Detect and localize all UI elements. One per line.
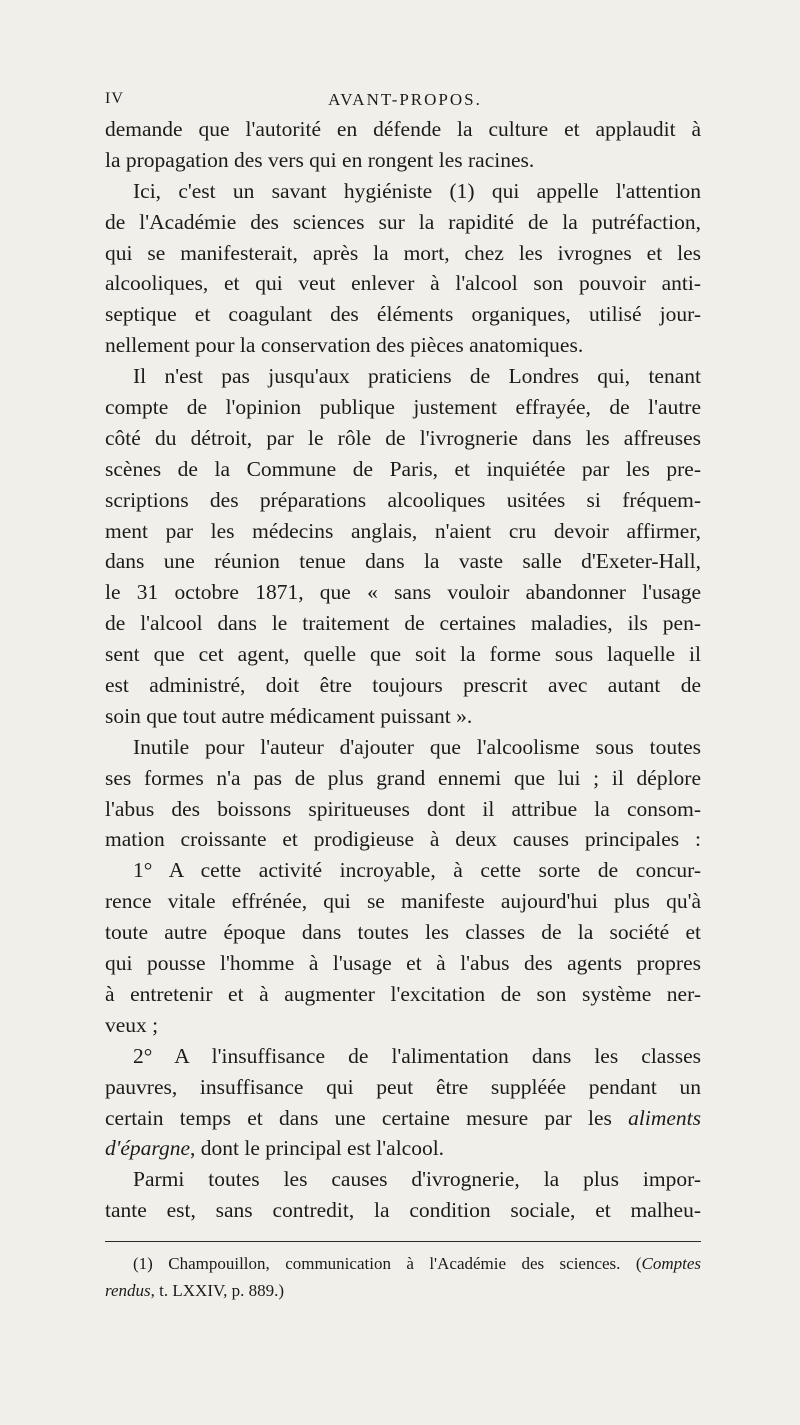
line-text: rence vitale effrénée, qui se manifeste aujourd'hui plus qu'à [105,889,701,914]
italic-text: d'épargne [105,1136,191,1161]
line-text: ment par les médecins anglais, n'aient cru devoir affirmer, [105,518,701,543]
line-text: est administré, doit être toujours prescrit avec autant de [105,673,701,698]
line-text: sent que cet agent, quelle que soit la forme sous laquelle il [105,642,701,667]
text-line [105,794,701,825]
line-text: l'abus des boissons spiritueuses dont il attribue la consom- [105,796,701,821]
text-line [105,608,701,639]
line-text: de l'Académie des sciences sur la rapidité de la putréfaction, [105,209,701,234]
line-text: compte de l'opinion publique justement effrayée, de l'autre [105,395,701,420]
text-line [105,577,701,608]
text-line [105,361,701,392]
text-line [105,886,701,917]
text-line [105,268,701,299]
line-text: nellement pour la conservation des pièces anatomiques. [105,333,584,358]
line-text: veux ; [105,1012,159,1037]
text-line [105,176,701,207]
body-text [105,114,701,1226]
line-text: 1° A cette activité incroyable, à cette sorte de concur- [133,858,701,883]
line-text: ses formes n'a pas de plus grand ennemi que lui ; il déplore [105,765,701,790]
footnote-line [105,1277,701,1304]
line-text: 2° A l'insuffisance de l'alimentation dans les classes [133,1043,701,1068]
line-text: à entretenir et à augmenter l'excitation de son système ner- [105,981,701,1006]
text-line [105,546,701,577]
line-text: Inutile pour l'auteur d'ajouter que l'alcoolisme sous toutes [133,734,701,759]
line-text: la propagation des vers qui en rongent les racines. [105,147,535,172]
text-line [105,1164,701,1195]
page-number: IV [105,90,124,107]
text-line [105,1195,701,1226]
text-line [105,330,701,361]
text-line [105,639,701,670]
text-line [105,485,701,516]
line-text: tante est, sans contredit, la condition sociale, et malheu- [105,1198,701,1223]
text-line [105,948,701,979]
text-line [105,1041,701,1072]
text-line [105,392,701,423]
line-text: pauvres, insuffisance qui peut être suppléée pendant un [105,1074,701,1099]
line-text: toute autre époque dans toutes les classes de la société et [105,920,701,945]
line-text: scriptions des préparations alcooliques usitées si fréquem- [105,487,701,512]
text-line [105,855,701,886]
line-text: mation croissante et prodigieuse à deux causes principales : [105,827,701,852]
line-text: septique et coagulant des éléments organiques, utilisé jour- [105,302,701,327]
text-line [105,917,701,948]
footnote-italic: Comptes [641,1254,701,1273]
footnote-italic: rendus [105,1281,151,1300]
running-title: AVANT-PROPOS. [328,90,482,109]
line-text: Parmi toutes les causes d'ivrognerie, la plus impor- [133,1167,701,1192]
italic-text: aliments [628,1105,702,1130]
text-line [105,1072,701,1103]
text-line [105,238,701,269]
footnote-line [105,1250,701,1277]
footnote-text: (1) Champouillon, communication à l'Académie des sciences. ( [133,1254,642,1273]
line-text: de l'alcool dans le traitement de certaines maladies, ils pen- [105,611,701,636]
footnote-text: , t. LXXIV, p. 889.) [150,1281,284,1300]
footnotes [105,1250,701,1304]
text-line [105,1103,701,1134]
text-line [105,1133,701,1164]
line-text: scènes de la Commune de Paris, et inquiétée par les pre- [105,456,701,481]
line-text: côté du détroit, par le rôle de l'ivrognerie dans les affreuses [105,425,701,450]
line-text: alcooliques, et qui veut enlever à l'alcool son pouvoir anti- [105,271,701,296]
text-line [105,763,701,794]
text-line [105,701,701,732]
text-line [105,516,701,547]
text-line [105,1010,701,1041]
line-text: Ici, c'est un savant hygiéniste (1) qui appelle l'attention [133,178,701,203]
text-line [105,670,701,701]
text-line [105,423,701,454]
text-line [105,114,701,145]
text-line [105,824,701,855]
footnote-rule [105,1241,701,1242]
line-text: certain temps et dans une certaine mesure par les [105,1105,612,1130]
line-text: qui pousse l'homme à l'usage et à l'abus des agents propres [105,951,701,976]
line-text: demande que l'autorité en défende la culture et applaudit à [105,117,701,141]
line-text: , dont le principal est l'alcool. [190,1136,445,1161]
text-line [105,207,701,238]
running-head [105,90,705,114]
text-line [105,454,701,485]
line-text: Il n'est pas jusqu'aux praticiens de Londres qui, tenant [133,364,701,389]
text-line [105,299,701,330]
line-text: le 31 octobre 1871, que « sans vouloir abandonner l'usage [105,580,701,605]
line-text: dans une réunion tenue dans la vaste salle d'Exeter-Hall, [105,549,701,574]
text-line [105,732,701,763]
text-line [105,145,701,176]
text-line [105,979,701,1010]
line-text: qui se manifesterait, après la mort, chez les ivrognes et les [105,240,701,265]
line-text: soin que tout autre médicament puissant ». [105,703,473,728]
